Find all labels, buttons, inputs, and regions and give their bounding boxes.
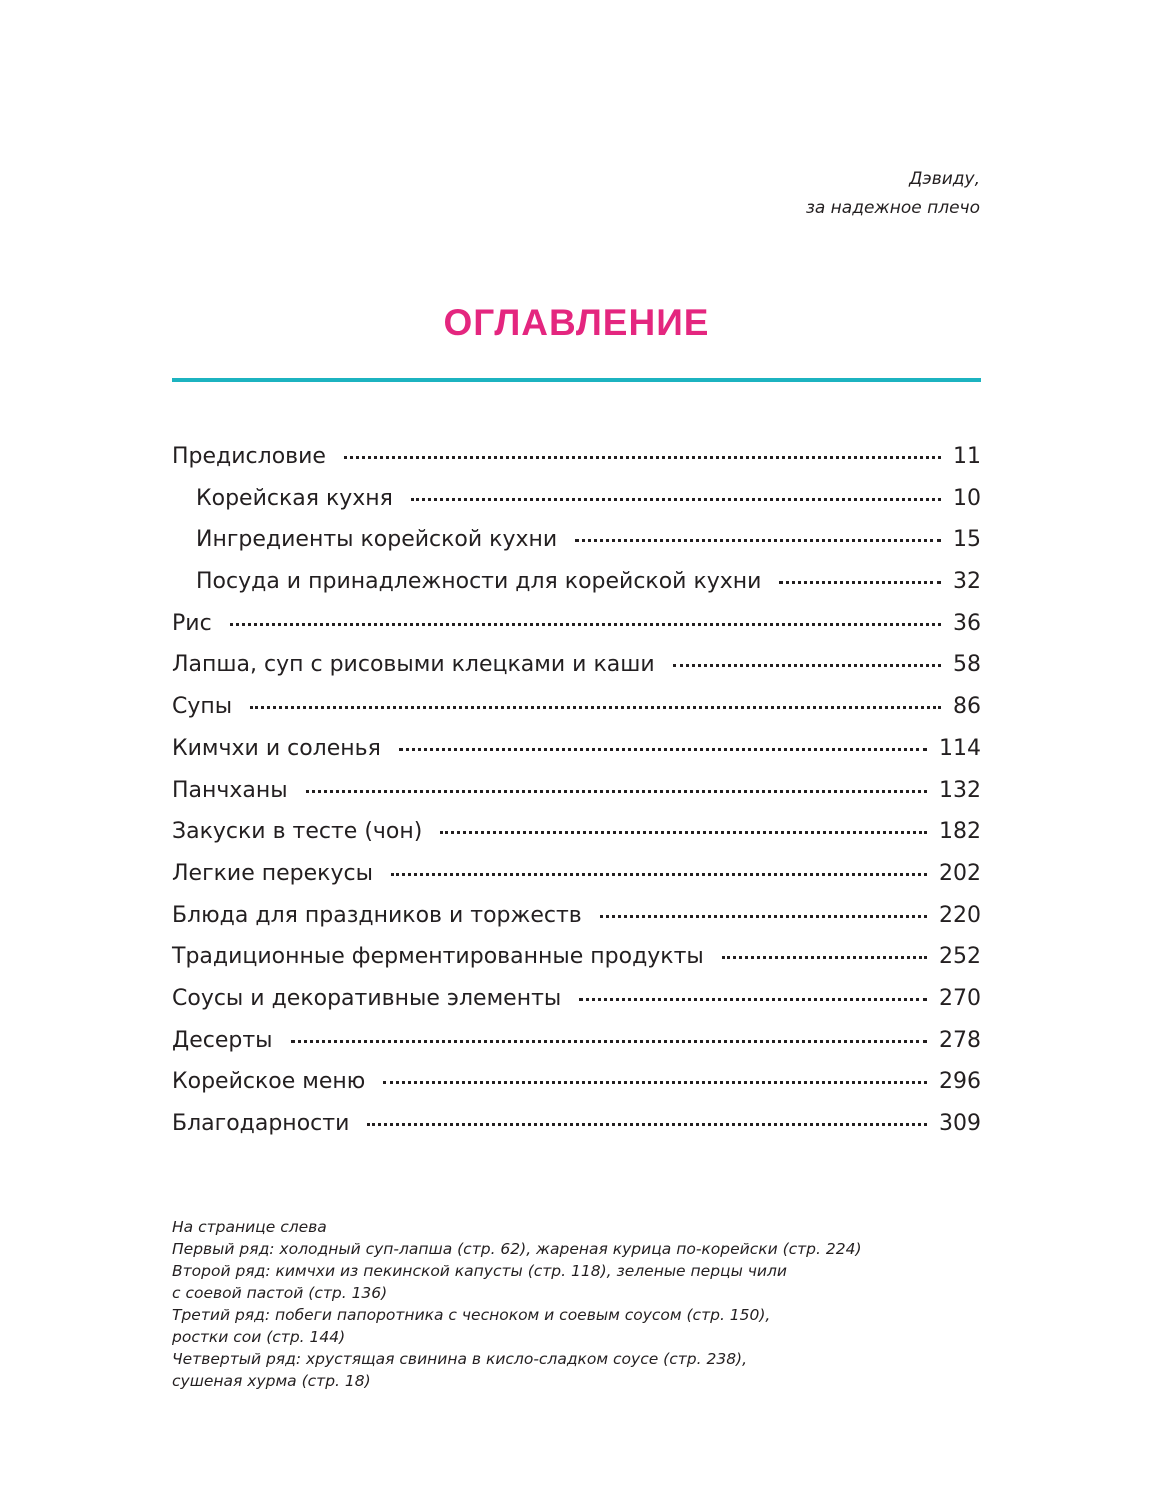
toc-leader-dots: [230, 623, 941, 626]
toc-leader-dots: [291, 1040, 927, 1043]
toc-entry-label: Закуски в тесте (чон): [172, 819, 423, 845]
caption-line: ростки сои (стр. 144): [172, 1328, 346, 1346]
toc-leader-dots: [722, 956, 927, 959]
toc-entry-page: 11: [953, 444, 981, 469]
toc-entry[interactable]: [172, 561, 981, 603]
toc-entry-page: 309: [939, 1111, 981, 1136]
toc-entry-page: 278: [939, 1027, 981, 1053]
title-divider: [172, 378, 981, 382]
toc-leader-dots: [250, 706, 941, 709]
toc-entry-label: Корейская кухня: [196, 485, 393, 511]
toc-leader-dots: [411, 498, 941, 501]
toc-entry-label: Корейское меню: [172, 1069, 366, 1095]
toc-leader-dots: [600, 915, 927, 918]
toc-entry-page: 296: [939, 1069, 981, 1095]
toc-entry-page: 86: [953, 694, 981, 720]
toc-entry-label: Ингредиенты корейской кухни: [196, 527, 558, 553]
toc-entry[interactable]: [172, 519, 981, 561]
toc-leader-dots: [673, 664, 941, 667]
toc-entry[interactable]: [172, 436, 981, 478]
toc-entry-label: Супы: [172, 694, 233, 720]
toc-entry-page: 58: [953, 652, 981, 678]
caption-line: Третий ряд: побеги папоротника с чесноком и соевым соусом (стр. 150),: [172, 1306, 771, 1324]
toc-entry-label: Благодарности: [172, 1111, 350, 1136]
toc-entry-page: 182: [939, 819, 981, 845]
toc-leader-dots: [306, 790, 927, 793]
toc-entry-page: 15: [953, 527, 981, 553]
toc-entry-label: Рис: [172, 610, 212, 636]
toc-entry-label: Легкие перекусы: [172, 860, 373, 886]
dedication: [806, 165, 980, 223]
toc-entry-label: Посуда и принадлежности для корейской кухни: [196, 569, 762, 595]
toc-leader-dots: [440, 831, 927, 834]
toc-entry-page: 270: [939, 985, 981, 1011]
toc-entry[interactable]: [172, 644, 981, 686]
toc-entry-page: 10: [953, 485, 981, 511]
dedication-line: Дэвиду,: [909, 169, 980, 189]
toc-entry-label: Традиционные ферментированные продукты: [172, 944, 704, 970]
toc-entry[interactable]: [172, 936, 981, 978]
toc-entry[interactable]: [172, 853, 981, 895]
toc-entry[interactable]: [172, 1020, 981, 1062]
toc-entry-page: 220: [939, 902, 981, 928]
toc-leader-dots: [399, 748, 927, 751]
toc-entry-page: 132: [939, 777, 981, 803]
toc-entry-label: Кимчхи и соленья: [172, 735, 381, 761]
table-of-contents: [172, 436, 981, 1145]
toc-leader-dots: [579, 998, 927, 1001]
toc-entry-page: 252: [939, 944, 981, 970]
toc-entry[interactable]: [172, 478, 981, 520]
dedication-line: за надежное плечо: [805, 198, 980, 218]
toc-leader-dots: [575, 539, 941, 542]
toc-entry[interactable]: [172, 603, 981, 645]
toc-leader-dots: [344, 456, 941, 459]
toc-entry[interactable]: [172, 811, 981, 853]
photo-captions: [172, 1216, 862, 1392]
page-title: ОГЛАВЛЕНИЕ: [443, 302, 710, 343]
toc-entry-page: 114: [939, 735, 981, 761]
toc-entry[interactable]: [172, 770, 981, 812]
toc-entry-label: Соусы и декоративные элементы: [172, 985, 562, 1011]
caption-line: с соевой пастой (стр. 136): [172, 1284, 388, 1302]
caption-line: Четвертый ряд: хрустящая свинина в кисло-сладком соусе (стр. 238),: [172, 1350, 748, 1368]
toc-entry-label: Блюда для праздников и торжеств: [172, 902, 582, 928]
caption-line: сушеная хурма (стр. 18): [172, 1372, 371, 1390]
toc-entry-label: Предисловие: [172, 444, 326, 469]
toc-entry-label: Лапша, суп с рисовыми клецками и каши: [172, 652, 655, 678]
toc-entry[interactable]: [172, 895, 981, 937]
caption-line: Первый ряд: холодный суп-лапша (стр. 62), жареная курица по-корейски (стр. 224): [172, 1240, 862, 1258]
toc-entry[interactable]: [172, 1103, 981, 1145]
toc-entry[interactable]: [172, 1061, 981, 1103]
toc-leader-dots: [367, 1123, 927, 1126]
toc-entry-page: 36: [953, 610, 981, 636]
caption-heading: На странице слева: [172, 1218, 327, 1236]
toc-entry-page: 32: [953, 569, 981, 595]
toc-entry[interactable]: [172, 686, 981, 728]
toc-entry-label: Панчханы: [172, 777, 288, 803]
toc-leader-dots: [779, 581, 941, 584]
toc-entry[interactable]: [172, 978, 981, 1020]
toc-entry-label: Десерты: [172, 1027, 273, 1053]
toc-entry-page: 202: [939, 860, 981, 886]
toc-leader-dots: [391, 873, 927, 876]
toc-leader-dots: [383, 1081, 927, 1084]
caption-line: Второй ряд: кимчхи из пекинской капусты (стр. 118), зеленые перцы чили: [172, 1262, 787, 1280]
toc-entry[interactable]: [172, 728, 981, 770]
